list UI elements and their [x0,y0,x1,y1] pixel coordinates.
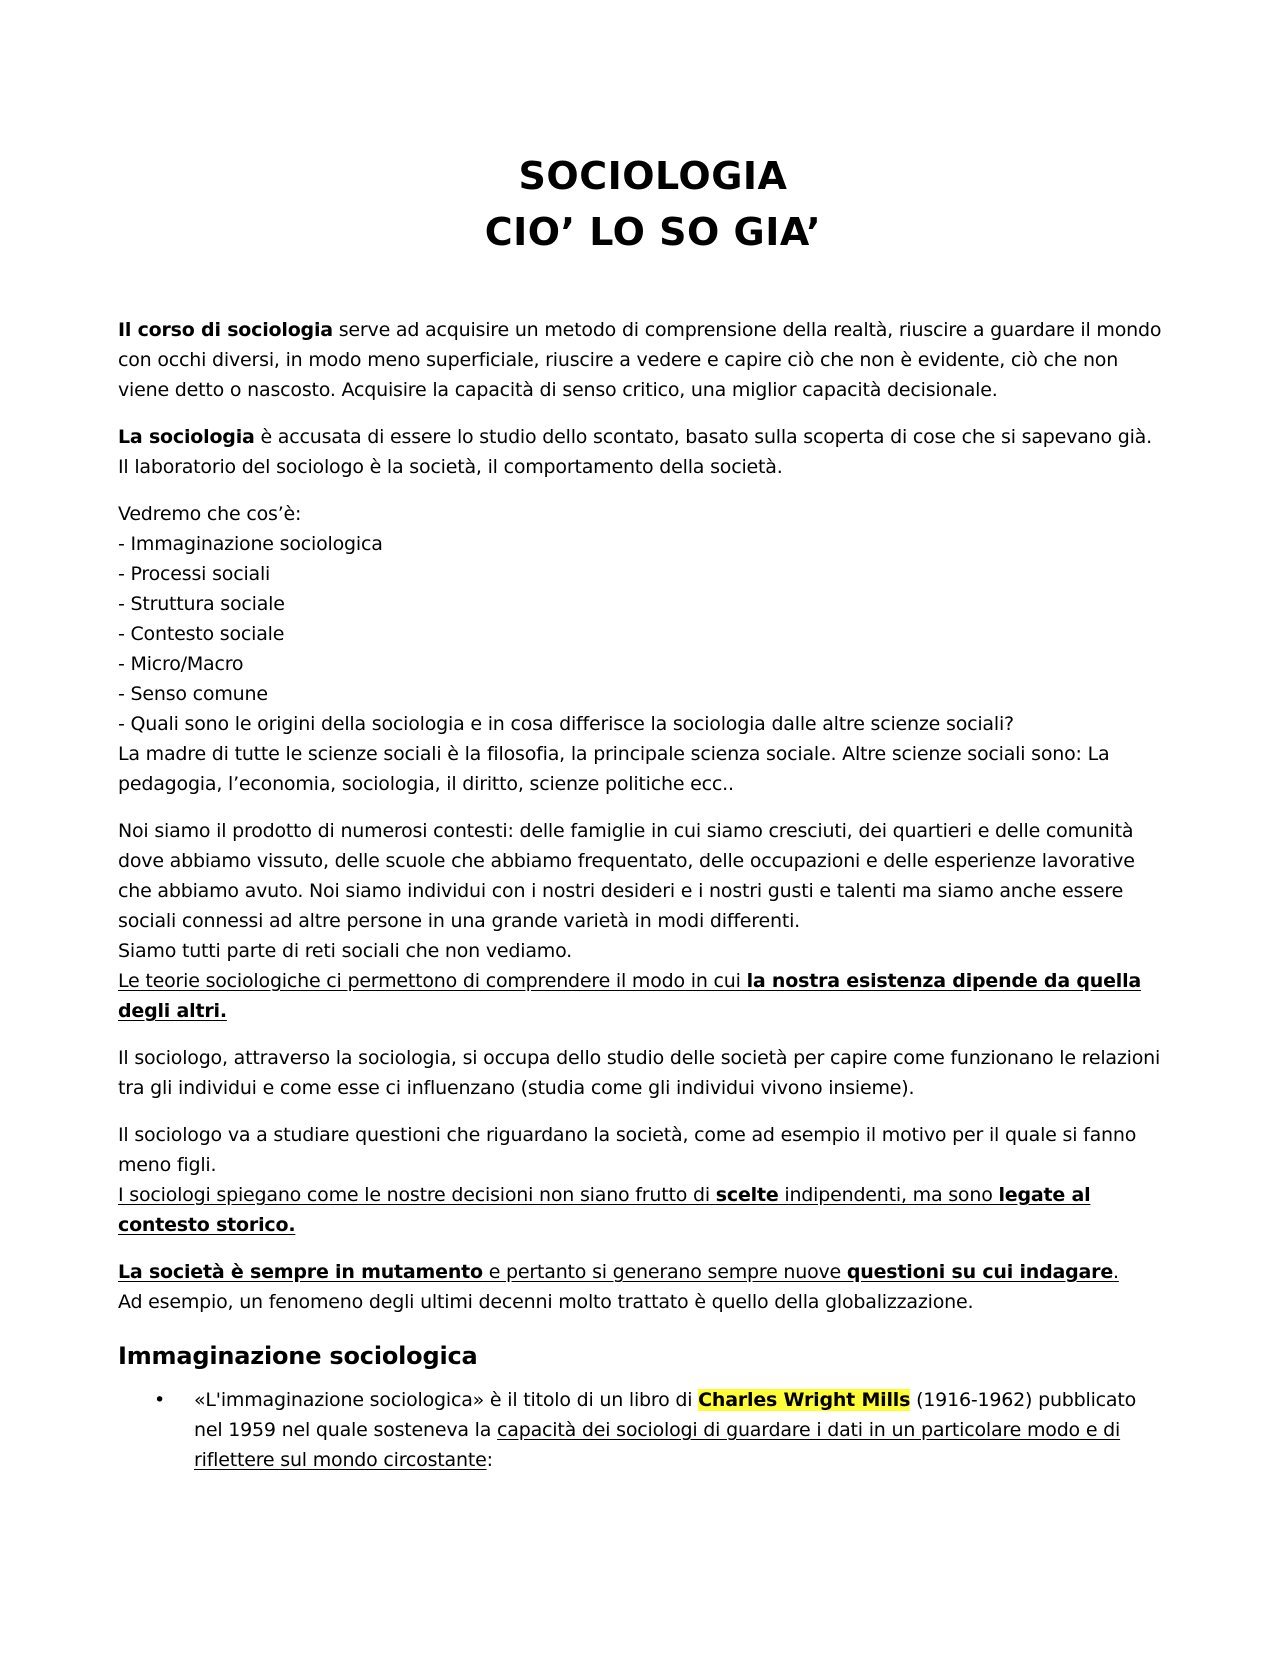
bullet-text: (1916-1962) pubblicato nel 1959 nel quale sosteneva la [194,1389,1137,1441]
paragraph-text: Il sociologo, attraverso la sociologia, si occupa dello studio delle società per capire come funzionano le relazioni tra gli individui e come esse ci influenzano (studia come gli individui vivono insieme). [118,1047,1161,1099]
underlined-bold [716,1184,779,1206]
list-item: - Contesto sociale [118,623,285,645]
list-intro: Vedremo che cos’è: [118,503,302,525]
title-line-1: SOCIOLOGIA [518,154,788,198]
highlighted-name: Charles Wright Mills [698,1389,911,1411]
list-item: - Senso comune [118,683,268,705]
underlined-text: I sociologi spiegano come le nostre decisioni non siano frutto di [118,1184,716,1206]
paragraph-corso [118,315,1168,405]
title-line-2: CIO’ LO SO GIA’ [484,210,822,254]
bold-phrase: La sociologia [118,426,255,448]
underlined-text: indipendenti, ma sono [778,1184,999,1206]
list-item: - Processi sociali [118,563,271,585]
paragraph-text: è accusata di essere lo studio dello scontato, basato sulla scoperta di cose che si sapevano già. Il laboratorio del sociologo è la società, il comportamento della società. [118,426,1152,478]
bullet-marker: • [154,1389,166,1411]
list-item: - Immaginazione sociologica [118,533,383,555]
underlined-text: e pertanto si generano sempre nuove [482,1261,847,1283]
underlined-text: capacità dei sociologi di guardare i dati in un particolare modo e di riflettere sul mondo circostante [194,1419,1121,1471]
underlined-statement [118,966,1168,1026]
bullet-text: «L'immaginazione sociologica» è il titolo di un libro di [194,1389,699,1411]
paragraph-text: Il sociologo va a studiare questioni che riguardano la società, come ad esempio il motivo per il quale si fanno meno figli. [118,1124,1137,1176]
list-item: - Struttura sociale [118,593,285,615]
paragraph-text: Noi siamo il prodotto di numerosi contesti: delle famiglie in cui siamo cresciuti, dei quartieri e delle comunità dove abbiamo vissuto, delle scuole che abbiamo frequentato, delle occupazioni e delle esperienze lavorative che abbiamo avuto. Noi siamo individui con i nostri desideri e i nostri gusti e talenti ma siamo anche essere sociali connessi ad altre persone in una grande varietà in modi differenti. [118,820,1135,932]
underlined-bold [847,1261,1113,1283]
underlined-text: . [1113,1261,1119,1283]
paragraph-vedremo [118,499,1168,799]
bold-phrase: legate al contesto storico. [118,1184,1091,1236]
bold-phrase: Il corso di sociologia [118,319,333,341]
page-title [118,148,1168,260]
paragraph-text: serve ad acquisire un metodo di comprensione della realtà, riuscire a guardare il mondo con occhi diversi, in modo meno superficiale, riuscire a vedere e capire ciò che non è evidente, ciò che non viene detto o nascosto. Acquisire la capacità di senso critico, una miglior capacità decisionale. [118,319,1162,401]
paragraph-text: Ad esempio, un fenomeno degli ultimi decenni molto trattato è quello della globalizzazione. [118,1291,974,1313]
paragraph-sociologo [118,1043,1168,1103]
paragraph-text: Siamo tutti parte di reti sociali che non vediamo. [118,940,572,962]
underlined-text: Le teorie sociologiche ci permettono di comprendere il modo in cui [118,970,747,992]
paragraph-sociologia [118,422,1168,482]
list-item: - Quali sono le origini della sociologia e in cosa differisce la sociologia dalle altre scienze sociali? [118,713,1014,735]
paragraph-mutamento [118,1257,1168,1317]
bold-phrase: scelte [715,1184,779,1206]
paragraph-text: La madre di tutte le scienze sociali è la filosofia, la principale scienza sociale. Altre scienze sociali sono: La pedagogia, l’economia, sociologia, il diritto, scienze politiche ecc.. [118,743,1110,795]
underlined-statement [118,1257,1168,1287]
document-body [118,148,1168,1475]
bold-phrase: La società è sempre in mutamento [118,1261,483,1283]
bold-phrase: questioni su cui indagare [846,1261,1114,1283]
bold-phrase: la nostra esistenza dipende da quella degli altri. [118,970,1142,1022]
list-item: - Micro/Macro [118,653,244,675]
bullet-text: : [486,1449,493,1471]
section-heading: Immaginazione sociologica [118,1342,478,1370]
paragraph-contesti [118,816,1168,1026]
underlined-bold [118,1261,483,1283]
underlined-statement [118,1180,1168,1240]
paragraph-questioni [118,1120,1168,1240]
bullet-item [118,1385,1168,1475]
